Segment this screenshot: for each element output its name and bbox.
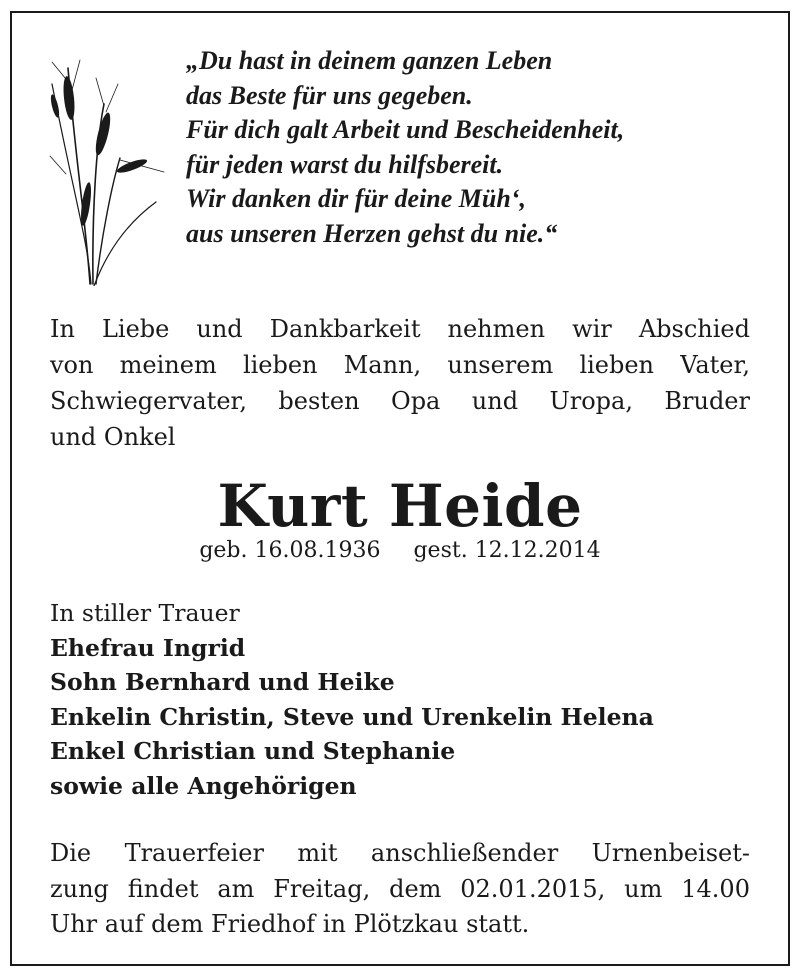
word: Freitag, — [273, 874, 371, 903]
word: findet — [127, 874, 199, 903]
word: zung — [50, 874, 109, 903]
farewell-line — [50, 347, 750, 383]
mourner-line: Sohn Bernhard und Heike — [50, 668, 395, 696]
word: dem — [389, 874, 442, 903]
word: und — [471, 387, 519, 415]
word: Abschied — [638, 315, 750, 343]
word: nehmen — [447, 315, 546, 343]
wheat-icon — [46, 54, 166, 286]
word: und — [196, 315, 243, 343]
poem-line: Wir danken dir für deine Müh‘, — [186, 184, 526, 213]
life-dates — [0, 536, 800, 566]
farewell-line — [50, 383, 750, 419]
word: Dankbarkeit — [269, 315, 421, 343]
word: 14.00 — [681, 874, 750, 903]
word: Mann, — [343, 351, 422, 379]
word: 02.01.2015, — [460, 874, 606, 903]
farewell-line — [50, 311, 750, 347]
poem-line: das Beste für uns gegeben. — [186, 80, 473, 110]
word: Urnenbeiset- — [591, 839, 750, 867]
word: Die — [50, 839, 92, 867]
word: anschließender — [370, 839, 559, 867]
birth-date: geb. 16.08.1936 — [199, 538, 381, 563]
word: von — [50, 351, 94, 379]
word: besten — [278, 387, 360, 415]
word: Uropa, — [549, 387, 633, 415]
word: lieben — [242, 351, 318, 379]
poem-line: „Du hast in deinem ganzen Leben — [186, 46, 553, 75]
death-date: gest. 12.12.2014 — [413, 538, 601, 563]
mourners-heading: In stiller Trauer — [50, 599, 240, 627]
farewell-line: und Onkel — [50, 423, 176, 451]
service-line — [50, 872, 750, 908]
mourner-line: Enkel Christian und Stephanie — [50, 737, 456, 765]
service-line — [50, 836, 750, 872]
word: um — [624, 874, 663, 903]
word: meinem — [119, 351, 217, 379]
service-line: Uhr auf dem Friedhof in Plötzkau statt. — [50, 910, 530, 938]
mourner-line: Ehefrau Ingrid — [50, 633, 246, 662]
word: Bruder — [664, 387, 750, 415]
farewell-text — [50, 311, 750, 455]
word: lieben — [579, 351, 655, 379]
word: Trauerfeier — [124, 839, 264, 867]
word: Liebe — [101, 315, 170, 343]
word: mit — [297, 839, 338, 867]
mourner-line: sowie alle Angehörigen — [50, 771, 357, 800]
memorial-poem — [186, 44, 766, 251]
mourner-line: Enkelin Christin, Steve und Urenkelin Helena — [50, 702, 654, 731]
mourners-list — [50, 596, 750, 803]
poem-line: Für dich galt Arbeit und Bescheidenheit, — [186, 115, 625, 144]
poem-line: für jeden warst du hilfsbereit. — [186, 149, 504, 179]
word: wir — [572, 315, 612, 343]
word: am — [217, 874, 255, 903]
deceased-name: Kurt Heide — [217, 472, 583, 540]
word: Opa — [391, 387, 441, 415]
word: In — [50, 315, 75, 343]
poem-line: aus unseren Herzen gehst du nie.“ — [186, 218, 558, 248]
word: Schwiegervater, — [50, 387, 247, 415]
word: unserem — [447, 351, 554, 379]
funeral-service-text — [50, 836, 750, 943]
word: Vater, — [680, 351, 750, 379]
